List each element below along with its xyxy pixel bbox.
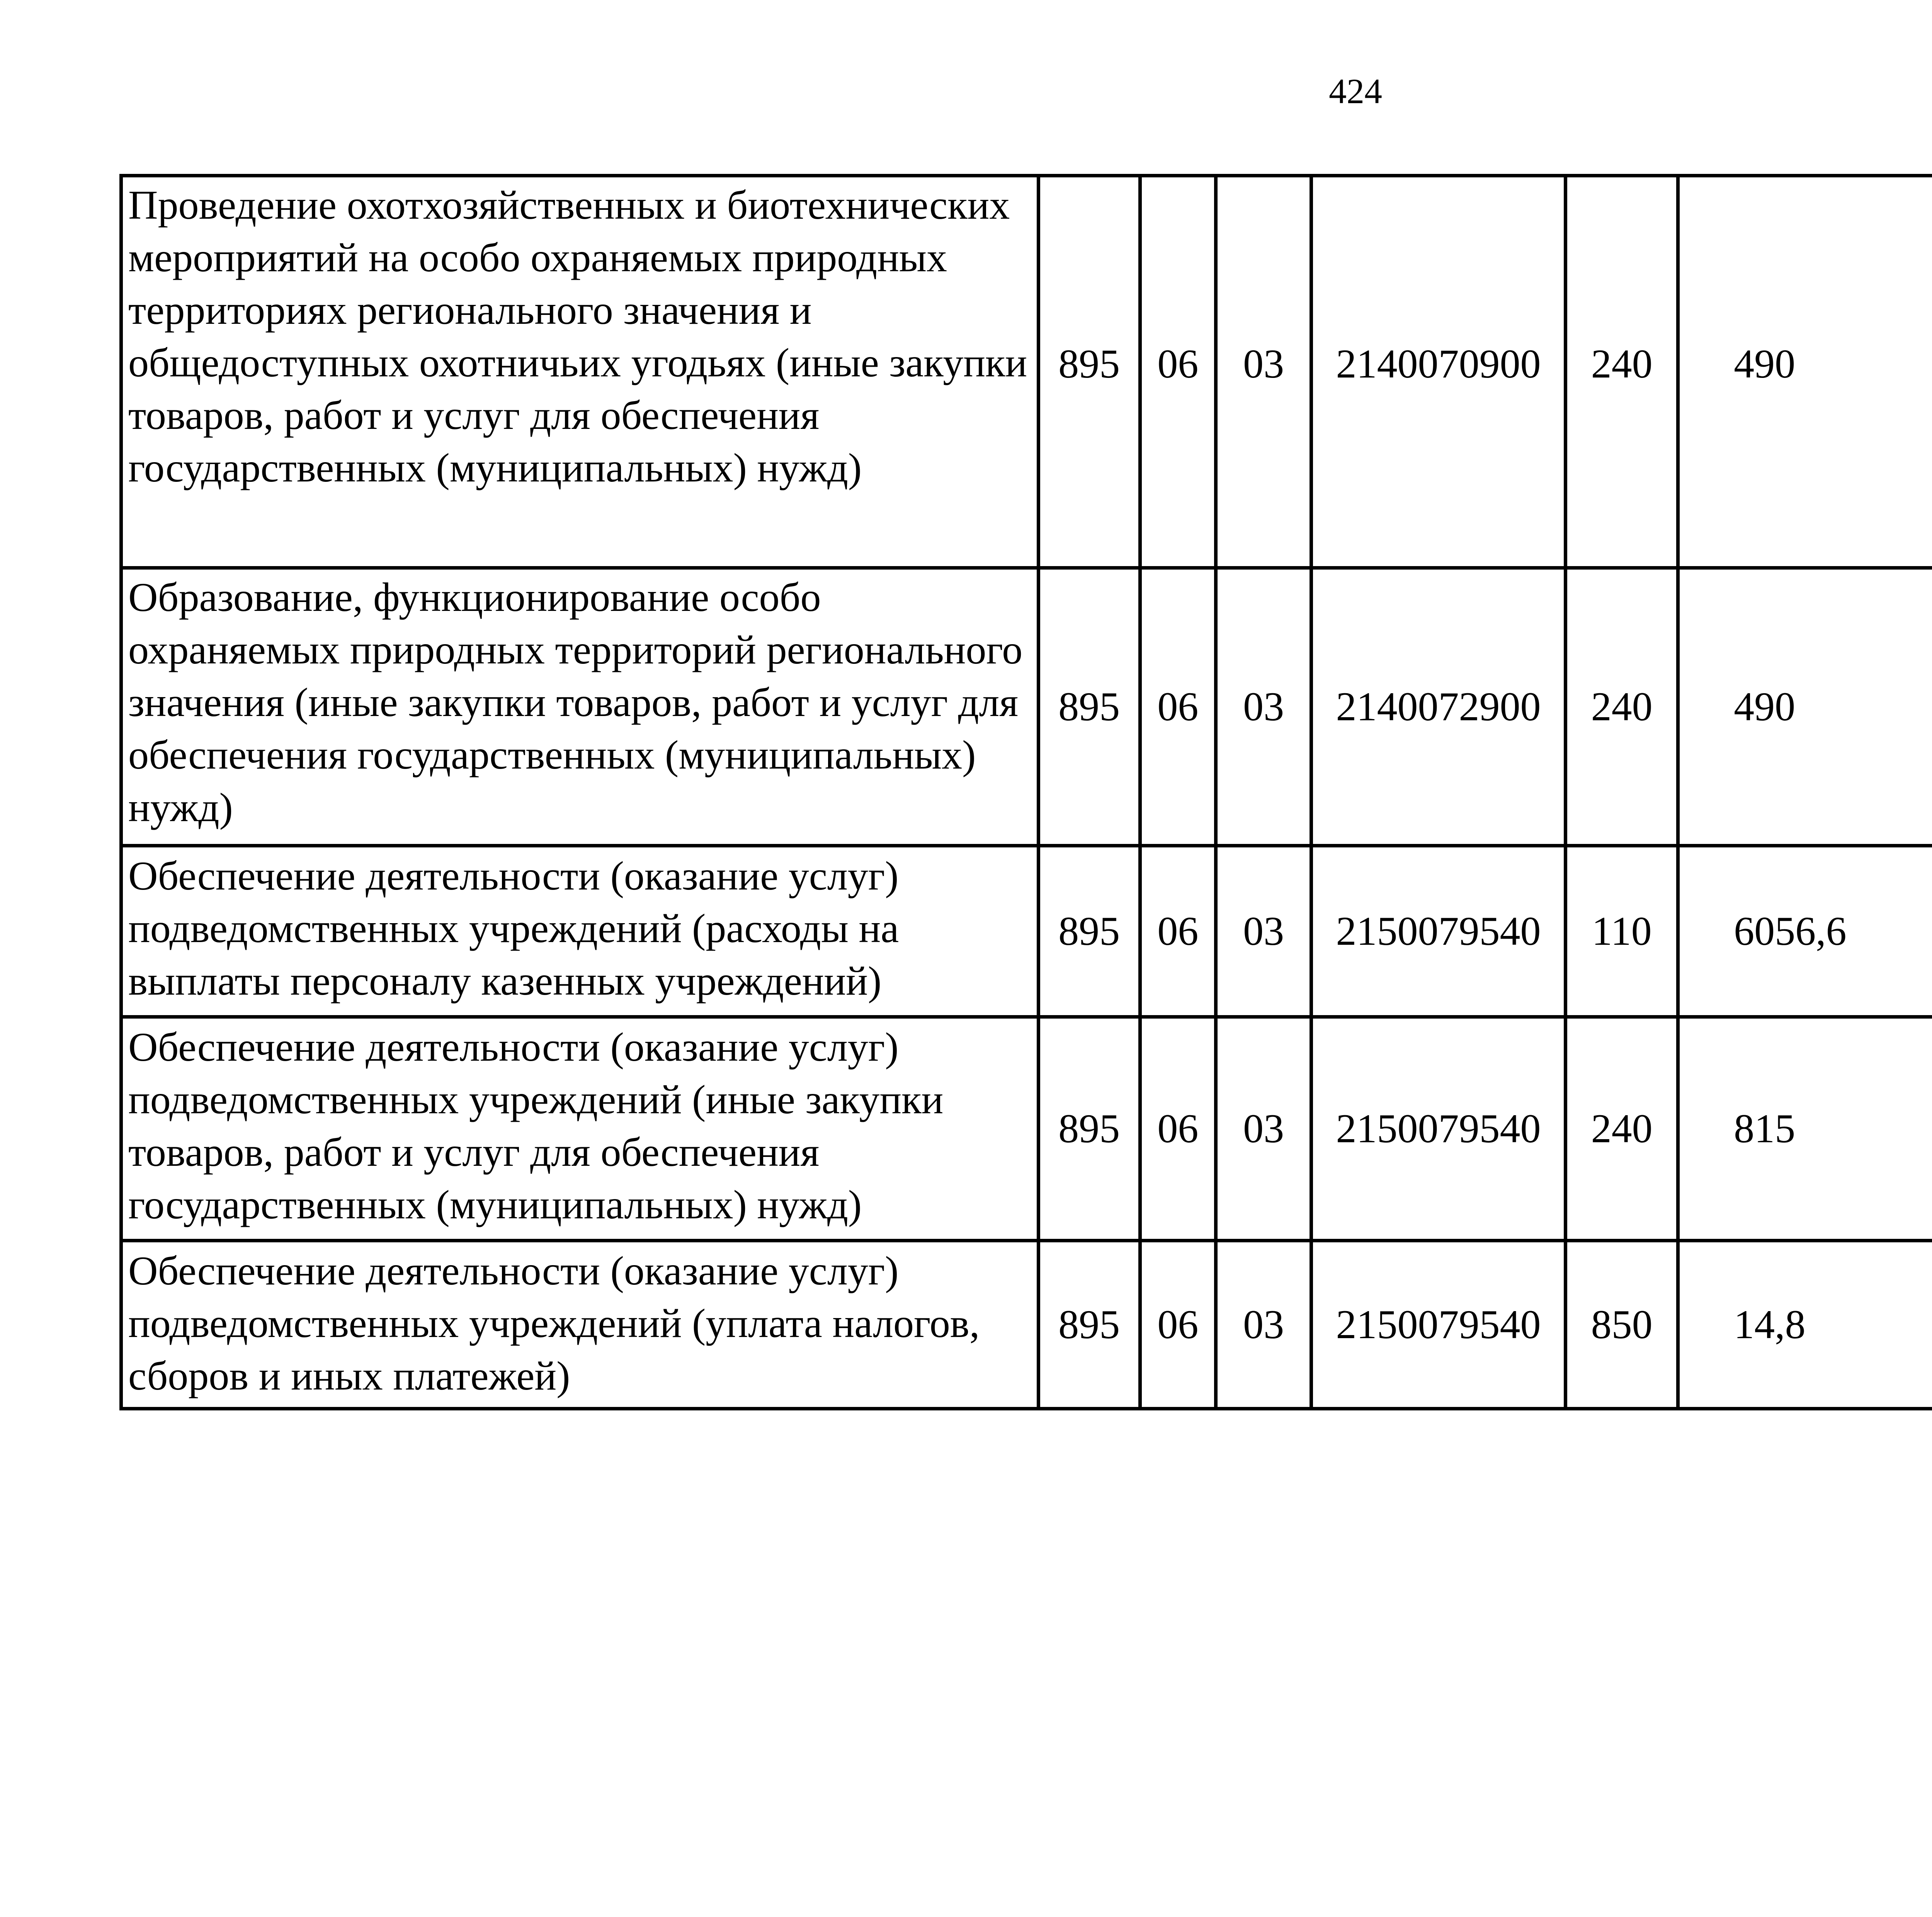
ministry-code: 895 [1038, 176, 1140, 568]
subsection-code: 03 [1216, 846, 1311, 1017]
subsection-code: 03 [1216, 1241, 1311, 1409]
row-description: Обеспечение деятельности (оказание услуг) подведомственных учреждений (иные закупки товаров, работ и услуг для обеспечения государственных (муниципальных) нужд) [121, 1017, 1039, 1241]
section-code: 06 [1140, 568, 1216, 846]
table-row [121, 568, 1932, 846]
expense-type-code: 110 [1566, 846, 1678, 1017]
expense-type-code: 240 [1566, 176, 1678, 568]
table-row [121, 176, 1932, 568]
amount-year-1: 490 [1678, 568, 1932, 846]
target-article-code: 2150079540 [1311, 1017, 1565, 1241]
row-description: Образование, функционирование особо охраняемых природных территорий регионального значения (иные закупки товаров, работ и услуг для обеспечения государственных (муниципальных) нужд) [121, 568, 1039, 846]
section-code: 06 [1140, 846, 1216, 1017]
table-row [121, 1017, 1932, 1241]
amount-year-1: 815 [1678, 1017, 1932, 1241]
amount-year-1: 490 [1678, 176, 1932, 568]
target-article-code: 2150079540 [1311, 1241, 1565, 1409]
row-description: Обеспечение деятельности (оказание услуг) подведомственных учреждений (уплата налогов, сборов и иных платежей) [121, 1241, 1039, 1409]
subsection-code: 03 [1216, 1017, 1311, 1241]
page-number: 424 [1329, 71, 1382, 111]
amount-year-1: 14,8 [1678, 1241, 1932, 1409]
ministry-code: 895 [1038, 568, 1140, 846]
budget-table [119, 174, 1932, 1410]
target-article-code: 2150079540 [1311, 846, 1565, 1017]
row-description: Обеспечение деятельности (оказание услуг) подведомственных учреждений (расходы на выплаты персоналу казенных учреждений) [121, 846, 1039, 1017]
ministry-code: 895 [1038, 846, 1140, 1017]
target-article-code: 2140072900 [1311, 568, 1565, 846]
ministry-code: 895 [1038, 1017, 1140, 1241]
target-article-code: 2140070900 [1311, 176, 1565, 568]
section-code: 06 [1140, 1241, 1216, 1409]
amount-year-1: 6056,6 [1678, 846, 1932, 1017]
expense-type-code: 240 [1566, 568, 1678, 846]
expense-type-code: 240 [1566, 1017, 1678, 1241]
table-row [121, 846, 1932, 1017]
row-description: Проведение охотхозяйственных и биотехнических мероприятий на особо охраняемых природных территориях регионального значения и общедоступных охотничьих угодьях (иные закупки товаров, работ и услуг для обеспечения государственных (муниципальных) нужд) [121, 176, 1039, 568]
ministry-code: 895 [1038, 1241, 1140, 1409]
subsection-code: 03 [1216, 176, 1311, 568]
expense-type-code: 850 [1566, 1241, 1678, 1409]
subsection-code: 03 [1216, 568, 1311, 846]
table-row [121, 1241, 1932, 1409]
section-code: 06 [1140, 176, 1216, 568]
section-code: 06 [1140, 1017, 1216, 1241]
